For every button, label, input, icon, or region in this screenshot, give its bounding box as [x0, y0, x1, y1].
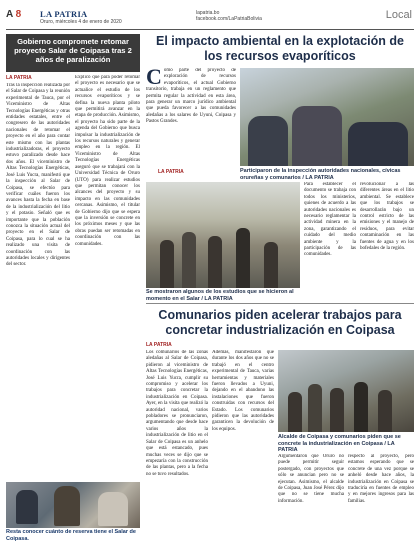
facebook-link: facebook.com/LaPatriaBolivia — [196, 16, 262, 22]
person-figure — [330, 388, 344, 432]
article1-photo-studies — [146, 182, 300, 288]
person-figure — [98, 492, 128, 526]
date-line: Oruro, miércoles 4 de enero de 2020 — [40, 19, 122, 25]
sidebar-column-2: Explicó que para poder retomar el proyecto es necesario que se actualice el estudio de los recursos evaporíticos y se defina la nueva planta piloto que permitirá avanzar en la etapa de producción. Asimismo, el proyecto ha sido parte de la agenda del Gobierno que busca impulsar la industrialización de los recursos naturales y generar empleo en la región. El Viceministro de Altas Tecnologías Energéticas aseguró que se trabajará con la Universidad Técnica de Oruro (UTO) para realizar estudios que permitan conocer los alcances del proyecto y su impacto en las comunidades cercanas. Asimismo, el titular de Gobierno dijo que se espera que la inversión se concrete en los próximos meses y que las obras puedan ser retomadas en coordinación con las comunidades. — [75, 75, 140, 247]
article2-column-1: Los comunarios de las zonas aledañas al Salar de Coipasa, pidieron al viceministro de Altas Tecnologías Energéticas, José Luis Yucra, cumplir su compromiso y acelerar los trabajos para concretar la industrialización en Coipasa. Ayer, en la visita que realizó la autoridad nacional, varios pobladores se pronunciaron, argumentando que desde hace varios años la industrialización de litio en el Salar de Coipasa es un anhelo que está estancado, pues muchas veces se dijo que se empezaría con la construcción de las plantas, pero a la fecha no se tuvo resultados. — [146, 350, 208, 477]
page-header — [6, 8, 414, 30]
sidebar-source: LA PATRIA — [6, 75, 32, 81]
person-figure — [264, 242, 278, 288]
article2-column-2: Además, manifestaron que durante los dos años que no se trabajó en el centro experimental de Tauca, varias herramientas y materiales fueron llevados a Uyuni, dejando en el abandono las instalaciones que fueron construidas con recursos del Estado. Los comunarios pidieron que las autoridades garanticen la devolución de los equipos. — [212, 350, 274, 432]
article2-photo-caption: Alcalde de Coipasa y comunarios piden que se concrete la industrialización en Coipasa / LA PATRIA — [278, 434, 401, 453]
person-figure — [288, 392, 302, 432]
crowd-group — [248, 116, 288, 166]
article1-photo2-caption: Se mostraron algunos de los estudios que se hicieron al momento en el Salar / LA PATRIA — [146, 289, 294, 302]
page-prefix: A — [6, 9, 13, 20]
person-figure — [16, 490, 38, 524]
article2-photo — [278, 350, 414, 432]
person-figure — [308, 384, 322, 432]
article1-source: LA PATRIA — [158, 169, 184, 175]
sidebar-photo — [6, 482, 140, 528]
sidebar-headline: Gobierno compromete retomar proyecto Salar de Coipasa tras 2 años de paralización — [6, 34, 140, 72]
newspaper-name: LA PATRIA — [40, 9, 88, 19]
web-links — [196, 10, 262, 22]
article2-column-4: respecto al proyecto, pero estamos esperando que se concrete de una vez porque se anheló desde hace años, la industrialización en Coipasa se traduciría en fuentes de empleo y en mejores ingresos para las familias. — [348, 454, 414, 504]
person-figure — [378, 390, 392, 432]
person-figure — [54, 486, 80, 526]
page-number-value: 8 — [15, 9, 22, 20]
article1-column-2: Para establecer el documento se trabaja con todos los ministerios, quienes de acuerdo a las autoridades nacionales es necesario reglamentar la actividad minera en la zona, garantizando el cuidado del medio ambiente y la participación de las comunidades. — [304, 182, 356, 258]
person-figure — [236, 228, 250, 288]
sidebar-column-1: Tras la inspección realizada por el Salar de Coipasa y la reunión experimental de Tauca, por el Viceministro de Altas Tecnologías Energéticas y otras entidades estatales, entre el congresero de las autoridades nacionales de retomar el proyecto en el año para contar este mismo con las plantas industrializadoras, el proyecto estuvo paralizado desde hace dos años. El viceministro de Altas Tecnologías Energéticas, José Luis Yucra, manifestó que la inspección al Salar de Coipasa, se efectúo para verificar cuáles fueron los avances hasta la fecha en base de la industrialización del litio y el potasio. Señaló que es importante que la población conozca la situación actual del proyecto en el Salar de Coipasa, para lo cual se ha realizado una visita de coordinación con las autoridades locales y dirigentes del sector. — [6, 83, 70, 268]
section-name: Local — [385, 9, 412, 21]
article1-photo1-caption: Participaron de la inspección autoridades nacionales, cívicas orureñas y comunarios / LA PATRIA — [240, 168, 401, 181]
crowd-group — [292, 106, 342, 166]
article2-headline: Comunarios piden acelerar trabajos para concretar industrialización en Coipasa — [158, 308, 402, 337]
dropcap: C — [146, 68, 162, 89]
crowd-group — [348, 122, 408, 166]
person-figure — [182, 232, 196, 288]
sidebar-story — [6, 34, 140, 540]
person-figure — [354, 382, 368, 432]
page-number — [6, 9, 21, 20]
person-figure — [160, 240, 174, 288]
article1-column-3: revolucionar a las diferentes áreas en el litio ambiental. Se establece que los trabajos se desarrollarán bajo un control estricto de las emisiones y el manejo de residuos, para evitar contaminación en las fuentes de agua y en los bofedales de la región. — [360, 182, 414, 252]
article2-column-3: Argumentaron que Oruro no puede permitir seguir postergado, con proyectos que sólo se anuncian pero no se ejecutan. Asimismo, el alcalde de Coipasa, Juan José Pérez dijo que no se tiene mucha información. — [278, 454, 344, 504]
article1-intro-text: omo parte del proyecto de exploración de recursos evaporíticos, el actual Gobierno transitorio, trabaja en un reglamento que permita regular la actividad en esta área, para generar un marco jurídico ambiental que pueda favorecer a las comunidades aledañas a los salares de Uyuni, Coipasa y Pastos Grandes. — [146, 68, 236, 125]
section-divider — [146, 303, 414, 304]
article1-photo-inspection — [240, 68, 414, 166]
article1-intro — [146, 68, 236, 168]
article1-headline: El impacto ambiental en la explotación de los recursos evaporíticos — [156, 34, 404, 63]
website-link: lapatria.bo — [196, 10, 220, 16]
person-figure — [208, 236, 222, 288]
sidebar-photo-caption: Resta conocer cuánto de reserva tiene el Salar de Coipasa. — [6, 529, 136, 542]
article2-source: LA PATRIA — [146, 342, 172, 348]
